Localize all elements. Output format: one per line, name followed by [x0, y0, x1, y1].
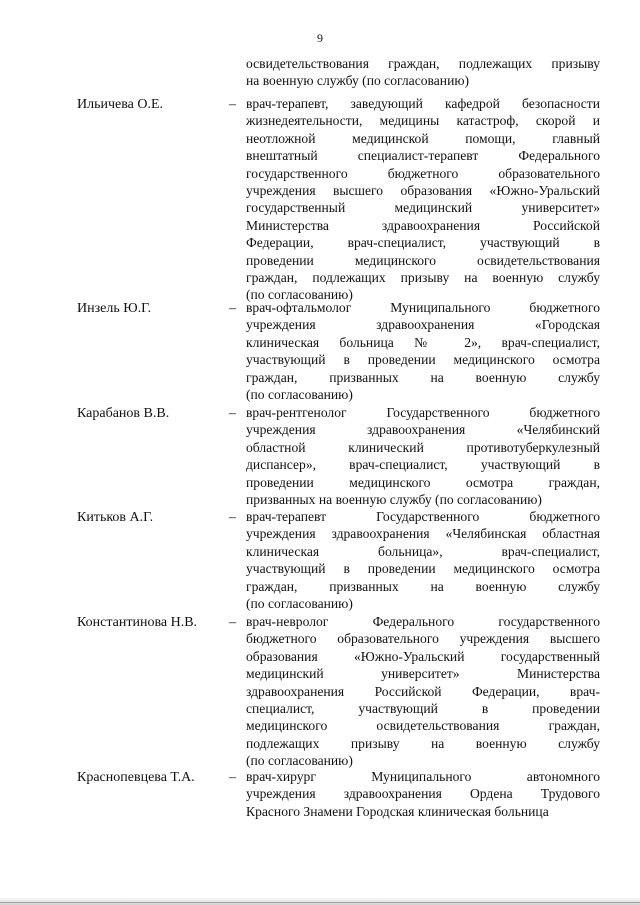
member-description — [246, 508, 600, 612]
text-line: Федерации, врач-специалист, участвующий в — [246, 235, 600, 251]
text-line: врач-хирург Муниципального автономного — [246, 769, 600, 784]
member-description — [246, 299, 600, 403]
text-line: участвующий в проведении медицинского осмотра — [246, 561, 600, 577]
text-line: врач-офтальмолог Муниципального бюджетного — [246, 300, 600, 315]
text-line: клиническая больница № 2», врач-специалист, — [246, 334, 600, 350]
text-line: специалист, участвующий в проведении — [246, 700, 600, 716]
dash-separator: – — [229, 615, 236, 630]
text-line: (по согласованию) — [246, 595, 353, 611]
text-line: образования «Южно-Уральский государственный — [246, 648, 600, 664]
text-line: медицинского освидетельствования граждан, — [246, 718, 600, 734]
member-name: Инзель Ю.Г. — [77, 301, 152, 316]
dash-separator: – — [229, 770, 236, 785]
text-line: участвующий в проведении медицинского осмотра — [246, 352, 600, 368]
text-line: учреждения здравоохранения «Челябинский — [246, 422, 600, 438]
text-line: учреждения здравоохранения Ордена Трудового — [246, 786, 600, 802]
text-line: учреждения высшего образования «Южно-Уральский — [246, 182, 600, 198]
member-name: Краснопевцева Т.А. — [77, 770, 195, 785]
text-line: клиническая больница», врач-специалист, — [246, 543, 600, 559]
member-name: Константинова Н.В. — [77, 615, 198, 630]
text-line: граждан, подлежащих призыву на военную службу — [246, 269, 600, 285]
continuation-text — [246, 55, 600, 90]
text-line: граждан, призванных на военную службу — [246, 578, 600, 594]
text-line: жизнедеятельности, медицины катастроф, скорой и — [246, 113, 600, 129]
text-line: врач-невролог Федерального государственного — [246, 614, 600, 629]
text-line: граждан, призванных на военную службу — [246, 369, 600, 385]
text-line: областной клинический противотуберкулезный — [246, 439, 600, 455]
page-number: 9 — [317, 31, 323, 45]
text-line: здравоохранения Российской Федерации, врач- — [246, 683, 600, 699]
text-line: подлежащих призыву на военную службу — [246, 735, 600, 751]
text-line: внештатный специалист-терапевт Федерального — [246, 148, 600, 164]
text-line: диспансер», врач-специалист, участвующий в — [246, 457, 600, 473]
text-line: (по согласованию) — [246, 386, 353, 402]
text-line: государственный медицинский университет» — [246, 200, 600, 216]
text-line: Красного Знамени Городская клиническая больница — [246, 803, 549, 819]
member-name: Ильичева О.Е. — [77, 97, 164, 112]
member-description — [246, 95, 600, 304]
text-line: проведении медицинского осмотра граждан, — [246, 474, 600, 490]
text-line: бюджетного образовательного учреждения высшего — [246, 631, 600, 647]
text-line: освидетельствования граждан, подлежащих призыву — [246, 56, 600, 71]
text-line: государственного бюджетного образовательного — [246, 165, 600, 181]
text-line: врач-рентгенолог Государственного бюджетного — [246, 405, 600, 420]
member-description — [246, 404, 600, 508]
dash-separator: – — [229, 301, 236, 316]
text-line: Министерства здравоохранения Российской — [246, 217, 600, 233]
member-description — [246, 613, 600, 770]
text-line: на военную службу (по согласованию) — [246, 73, 470, 89]
text-line: призванных на военную службу (по согласованию) — [246, 491, 542, 507]
text-line: врач-терапевт, заведующий кафедрой безопасности — [246, 96, 600, 111]
text-line: медицинский университет» Министерства — [246, 666, 600, 682]
text-line: проведении медицинского освидетельствования — [246, 252, 600, 268]
text-line: учреждения здравоохранения «Городская — [246, 317, 600, 333]
member-description — [246, 768, 600, 820]
member-name: Китьков А.Г. — [77, 510, 154, 525]
dash-separator: – — [229, 406, 236, 421]
text-line: неотложной медицинской помощи, главный — [246, 130, 600, 146]
text-line: учреждения здравоохранения «Челябинская областная — [246, 526, 600, 542]
dash-separator: – — [229, 510, 236, 525]
member-name: Карабанов В.В. — [77, 406, 170, 421]
text-line: врач-терапевт Государственного бюджетного — [246, 509, 600, 524]
page-edge-shadow — [0, 897, 640, 905]
text-line: (по согласованию) — [246, 287, 353, 303]
text-line: (по согласованию) — [246, 753, 353, 769]
dash-separator: – — [229, 97, 236, 112]
